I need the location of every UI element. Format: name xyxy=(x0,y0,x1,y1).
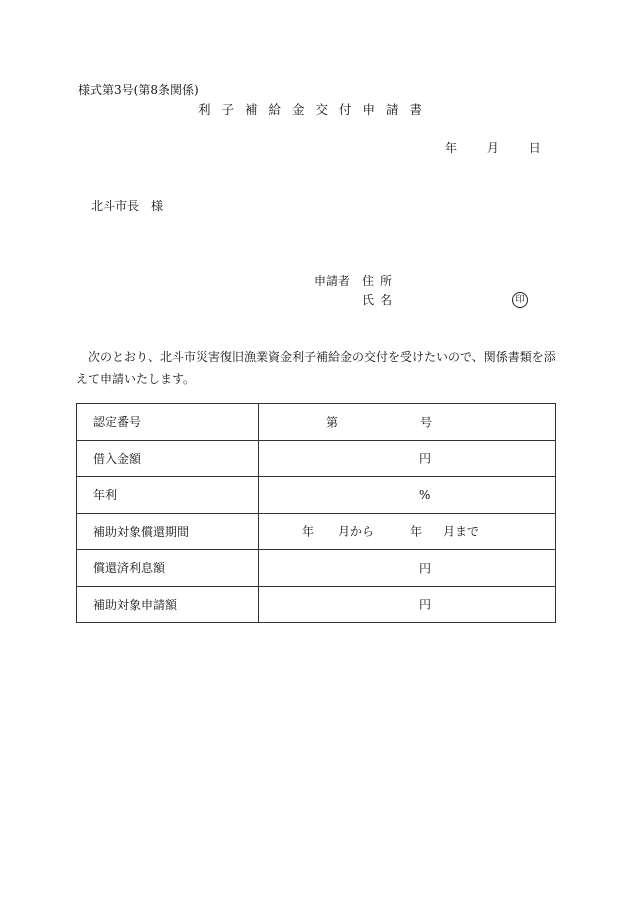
addressee: 北斗市長 様 xyxy=(91,199,164,213)
table-row xyxy=(77,404,556,441)
value-suffix: 号 xyxy=(420,415,433,430)
period-end-year: 年 xyxy=(410,524,423,539)
row-label: 補助対象償還期間 xyxy=(77,513,259,550)
row-label: 年利 xyxy=(77,477,259,514)
name-label: 氏名 xyxy=(362,293,399,307)
table-row xyxy=(77,550,556,587)
table-row xyxy=(77,586,556,623)
row-value xyxy=(259,550,556,587)
row-label: 借入金額 xyxy=(77,440,259,477)
seal-mark: 印 xyxy=(512,292,528,308)
period-start-year: 年 xyxy=(302,524,315,539)
row-value xyxy=(259,440,556,477)
value-unit: 円 xyxy=(419,561,432,576)
date-day: 日 xyxy=(528,141,541,155)
value-prefix: 第 xyxy=(326,415,339,430)
date-month: 月 xyxy=(486,141,499,155)
value-unit: % xyxy=(419,487,431,502)
row-value xyxy=(259,513,556,550)
row-value xyxy=(259,404,556,441)
form-number: 様式第3号(第8条関係) xyxy=(78,83,199,97)
period-start-month: 月から xyxy=(338,524,375,539)
table-row xyxy=(77,477,556,514)
date-year: 年 xyxy=(445,141,458,155)
value-unit: 円 xyxy=(419,451,432,466)
row-label: 認定番号 xyxy=(77,404,259,441)
address-label: 住所 xyxy=(362,274,399,288)
document-title: 利子補給金交付申請書 xyxy=(198,102,434,117)
period-end-month: 月まで xyxy=(443,524,480,539)
row-label: 補助対象申請額 xyxy=(77,586,259,623)
table-row xyxy=(77,440,556,477)
value-unit: 円 xyxy=(419,597,432,612)
row-value xyxy=(259,477,556,514)
row-value xyxy=(259,586,556,623)
row-label: 償還済利息額 xyxy=(77,550,259,587)
table-row xyxy=(77,513,556,550)
date-line xyxy=(445,142,541,154)
body-text: 次のとおり、北斗市災害復旧漁業資金利子補給金の交付を受けたいので、関係書類を添えて申請いたします。 xyxy=(76,350,556,386)
applicant-label: 申請者 xyxy=(314,274,351,288)
info-table xyxy=(76,403,556,623)
